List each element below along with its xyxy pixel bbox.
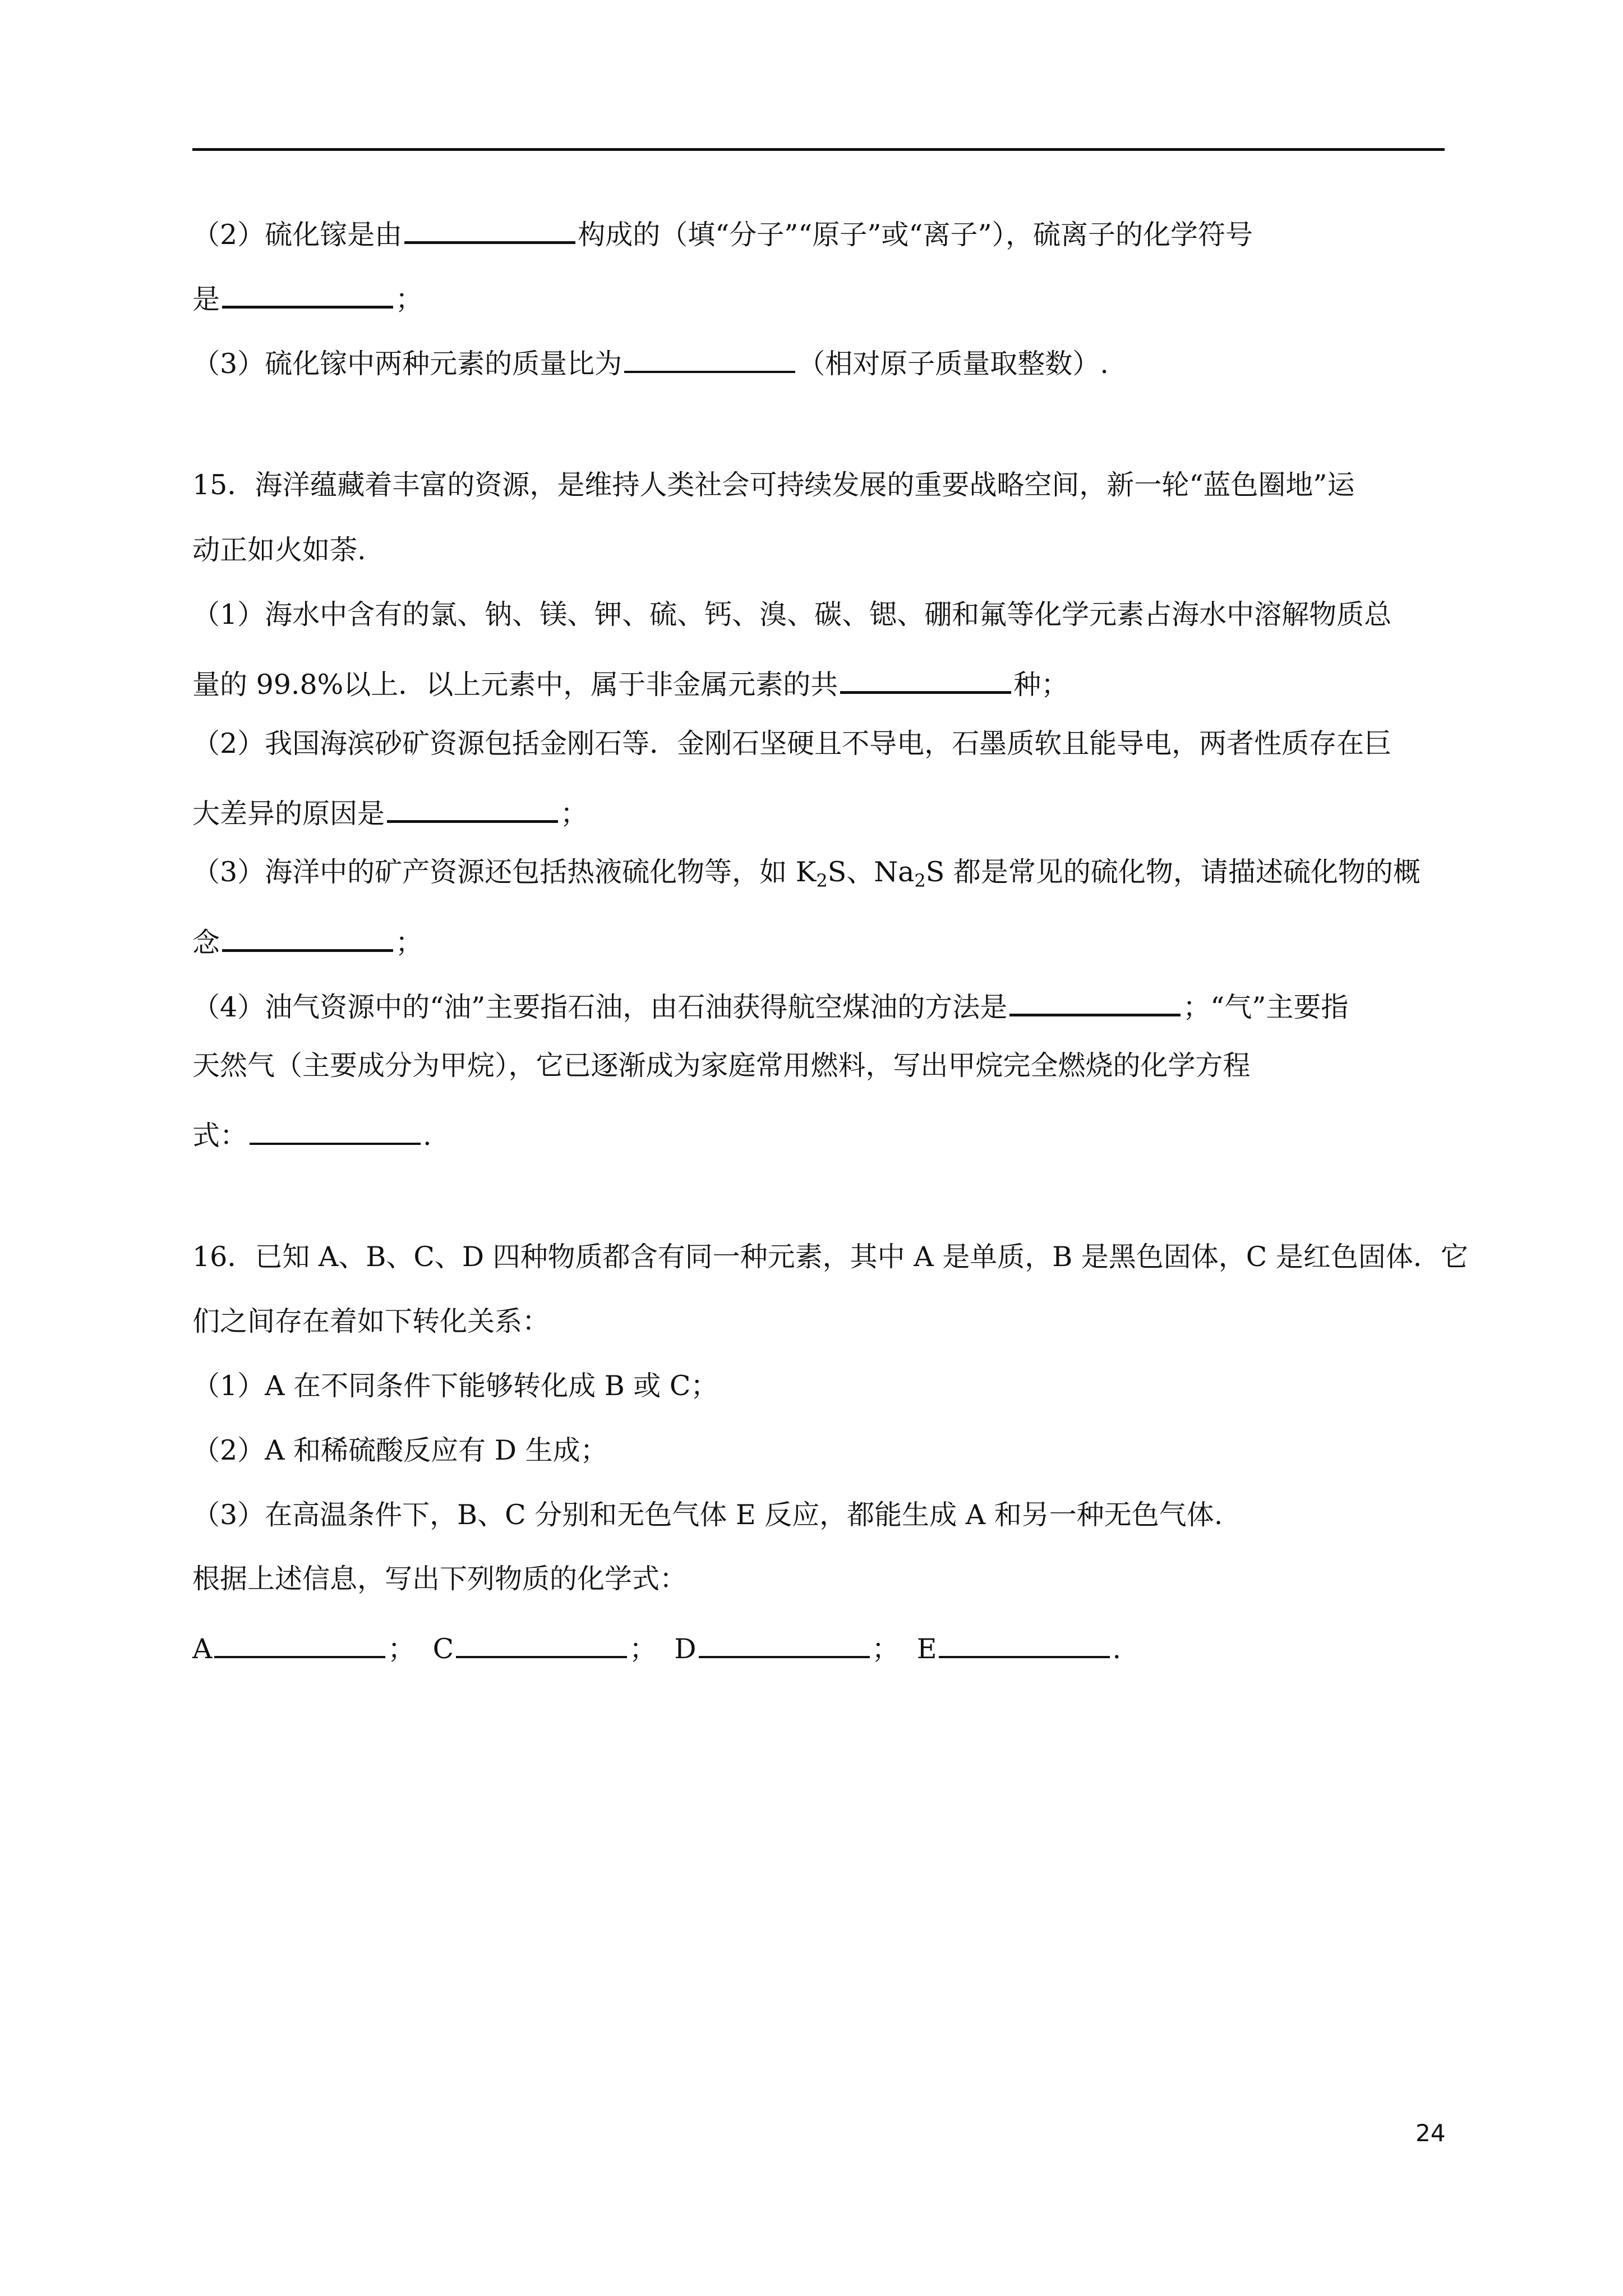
answer-blank[interactable] xyxy=(840,662,1011,694)
q15-intro-line2: 动正如火如荼. xyxy=(192,534,366,566)
q16-answers: A ； C ； D ； E . xyxy=(192,1627,1121,1666)
q15-part4-line1: （4）油气资源中的“油”主要指石油，由石油获得航空煤油的方法是 ；“气”主要指 xyxy=(192,984,1348,1024)
q16-condition-1: （1）A 在不同条件下能够转化成 B 或 C； xyxy=(192,1370,718,1402)
answer-blank-d[interactable] xyxy=(699,1627,870,1658)
answer-blank-a[interactable] xyxy=(214,1627,385,1658)
answer-blank[interactable] xyxy=(387,791,558,823)
q15-part1-line1: （1）海水中含有的氯、钠、镁、钾、硫、钙、溴、碳、锶、硼和氟等化学元素占海水中溶解物质总 xyxy=(192,599,1392,631)
q16-intro-line2: 们之间存在着如下转化关系： xyxy=(192,1305,550,1337)
header-rule xyxy=(192,148,1445,151)
answer-blank[interactable] xyxy=(250,1114,421,1145)
q14-part2-line1: （2）硫化镓是由 构成的（填“分子”“原子”或“离子”），硫离子的化学符号 xyxy=(192,212,1253,252)
page-number: 24 xyxy=(1415,2119,1446,2147)
q15-part2-line2: 大差异的原因是 ； xyxy=(192,791,588,831)
q15-part3-line1: （3）海洋中的矿产资源还包括热液硫化物等，如 $K_2S$、$Na_2S$ 都是常见的硫化物，请描述硫化物的概 xyxy=(192,856,1421,891)
q15-intro-line1: 15．海洋蕴藏着丰富的资源，是维持人类社会可持续发展的重要战略空间，新一轮“蓝色圈地”运 xyxy=(192,469,1355,501)
answer-blank[interactable] xyxy=(404,212,575,244)
answer-blank[interactable] xyxy=(1009,984,1181,1016)
answer-blank[interactable] xyxy=(222,277,393,309)
q16-ask: 根据上述信息，写出下列物质的化学式： xyxy=(192,1563,688,1595)
answer-blank[interactable] xyxy=(222,920,393,952)
q16-condition-3: （3）在高温条件下，B、C 分别和无色气体 E 反应，都能生成 A 和另一种无色气体. xyxy=(192,1499,1223,1531)
q14-part2-line2: 是 ； xyxy=(192,277,423,316)
q16-intro-line1: 16．已知 A、B、C、D 四种物质都含有同一种元素，其中 A 是单质，B 是黑色固体，C 是红色固体．它 xyxy=(192,1241,1468,1273)
q15-part1-line2: 量的 99.8%以上．以上元素中，属于非金属元素的共 种； xyxy=(192,662,1068,702)
q15-part4-line2: 天然气（主要成分为甲烷），它已逐渐成为家庭常用燃料，写出甲烷完全燃烧的化学方程 xyxy=(192,1050,1251,1082)
q15-part2-line1: （2）我国海滨砂矿资源包括金刚石等．金刚石坚硬且不导电，石墨质软且能导电，两者性质存在巨 xyxy=(192,728,1392,760)
answer-blank[interactable] xyxy=(624,342,795,373)
q16-condition-2: （2）A 和稀硫酸反应有 D 生成； xyxy=(192,1434,608,1466)
q15-part3-line2: 念 ； xyxy=(192,920,423,960)
answer-blank-e[interactable] xyxy=(939,1627,1110,1658)
answer-blank-c[interactable] xyxy=(456,1627,627,1658)
q14-part3: （3）硫化镓中两种元素的质量比为 （相对原子质量取整数）. xyxy=(192,342,1109,381)
q15-part4-line3: 式： . xyxy=(192,1114,432,1153)
